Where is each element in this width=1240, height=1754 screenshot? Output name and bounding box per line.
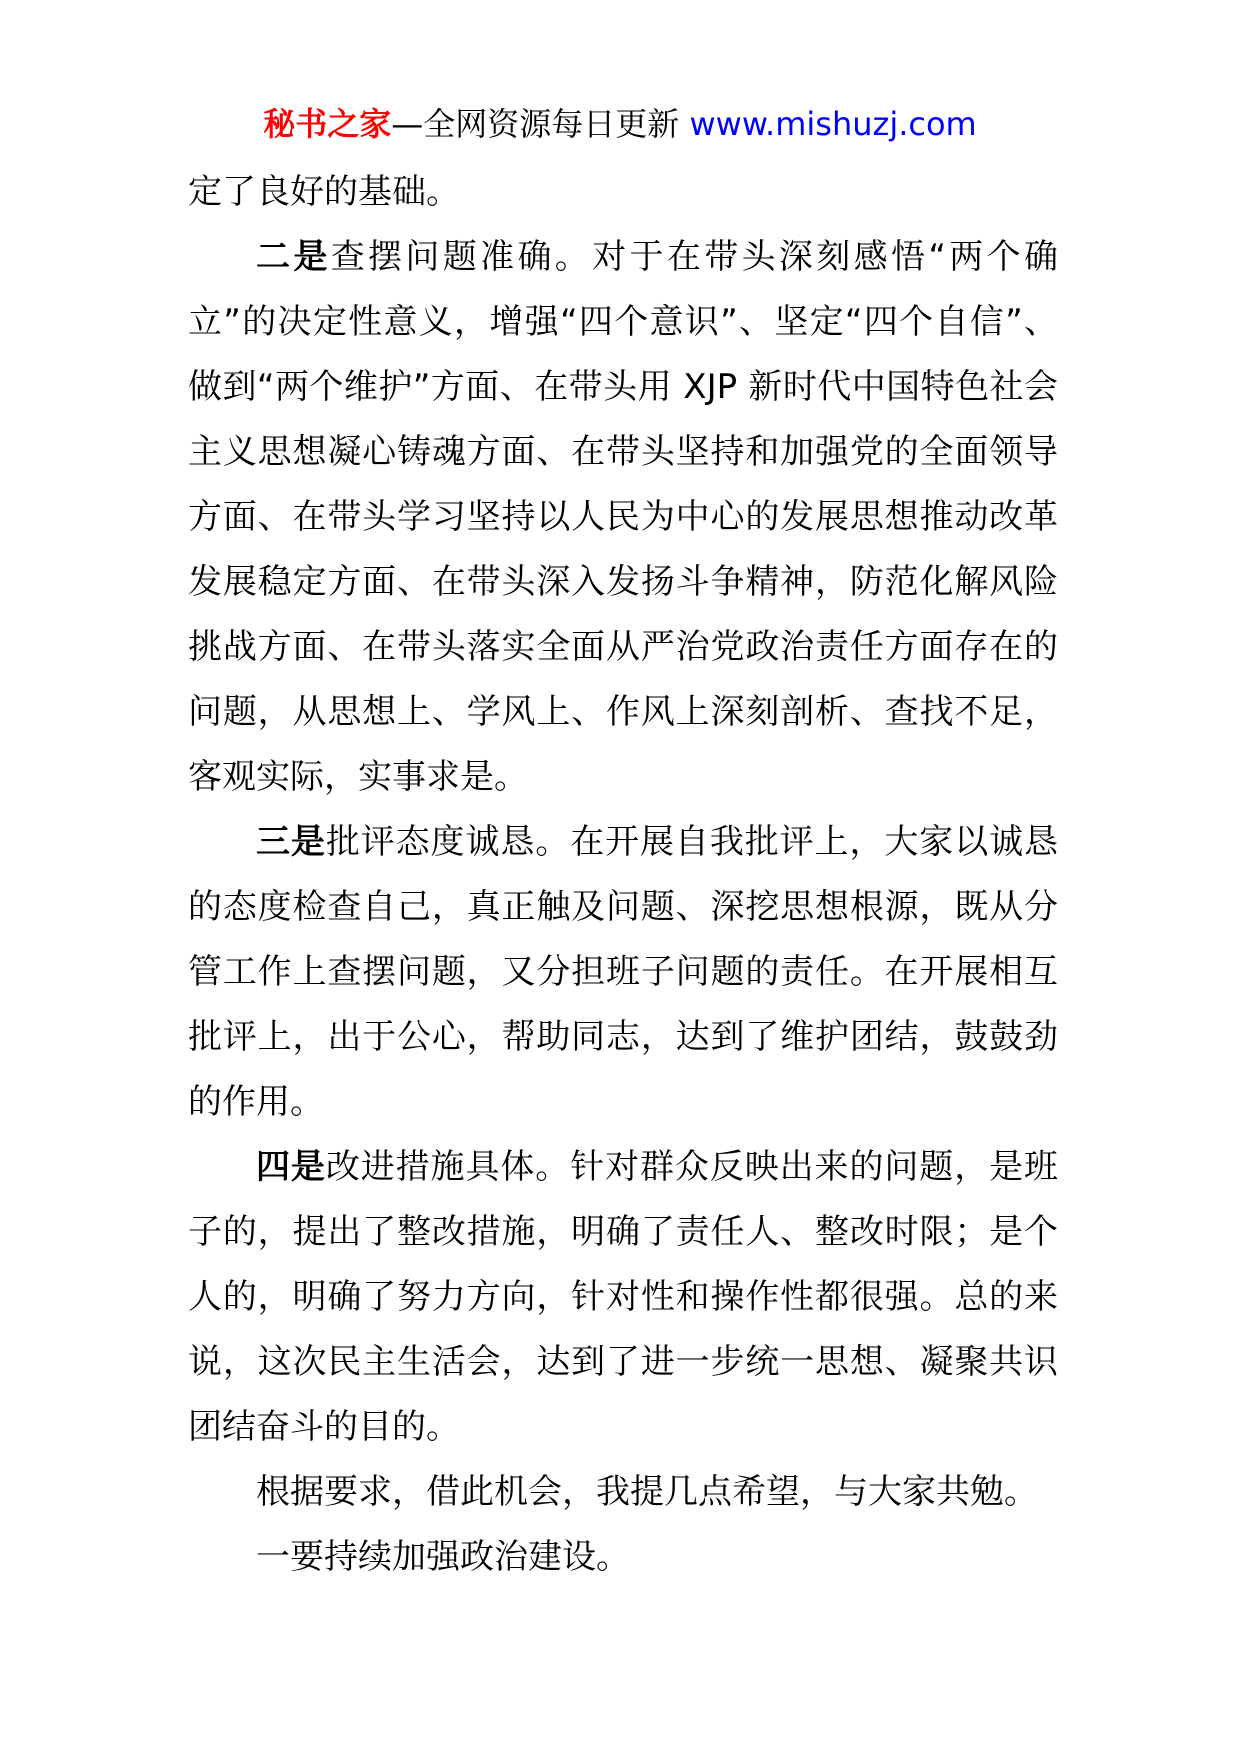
paragraph-text: 根据要求，借此机会，我提几点希望，与大家共勉。 — [256, 1472, 1038, 1512]
paragraph-text: 一要持续加强政治建设。 — [256, 1537, 630, 1577]
page-header — [0, 102, 1240, 146]
paragraph-lead: 二是 — [256, 237, 331, 277]
paragraph-text: 批评态度诚恳。在开展自我批评上，大家以诚恳的态度检查自己，真正触及问题、深挖思想根源，既从分管工作上查摆问题，又分担班子问题的责任。在开展相互批评上，出于公心，帮助同志，达到了维护团结，鼓鼓劲的作用。 — [188, 822, 1059, 1122]
paragraph-text: 改进措施具体。针对群众反映出来的问题，是班子的，提出了整改措施，明确了责任人、整改时限；是个人的，明确了努力方向，针对性和操作性都很强。总的来说，这次民主生活会，达到了进一步统一思想、凝聚共识团结奋斗的目的。 — [188, 1147, 1059, 1447]
site-url[interactable]: www.mishuzj.com — [689, 105, 977, 143]
site-brand: 秘书之家 — [263, 105, 392, 143]
site-tagline: —全网资源每日更新 — [391, 105, 690, 143]
paragraph-text: 定了良好的基础。 — [188, 172, 460, 212]
paragraph-point-four — [188, 1135, 1058, 1460]
paragraph-point-two — [188, 225, 1058, 810]
paragraph-hopes-intro — [188, 1460, 1058, 1525]
document-body — [188, 160, 1058, 1590]
paragraph-first-hope — [188, 1525, 1058, 1590]
paragraph-point-three — [188, 810, 1058, 1135]
paragraph-text: 查摆问题准确。对于在带头深刻感悟“两个确立”的决定性意义，增强“四个意识”、坚定“四个自信”、做到“两个维护”方面、在带头用 XJP 新时代中国特色社会主义思想凝心铸魂方面、在带头坚持和加强党的全面领导方面、在带头学习坚持以人民为中心的发展思想推动改革发展稳定方面、在带头深入发扬斗争精神，防范化解风险挑战方面、在带头落实全面从严治党政治责任方面存在的问题，从思想上、学风上、作风上深刻剖析、查找不足，客观实际，实事求是。 — [188, 237, 1058, 797]
paragraph-continuation — [188, 160, 1058, 225]
paragraph-lead: 四是 — [256, 1147, 326, 1187]
paragraph-lead: 三是 — [256, 822, 326, 862]
